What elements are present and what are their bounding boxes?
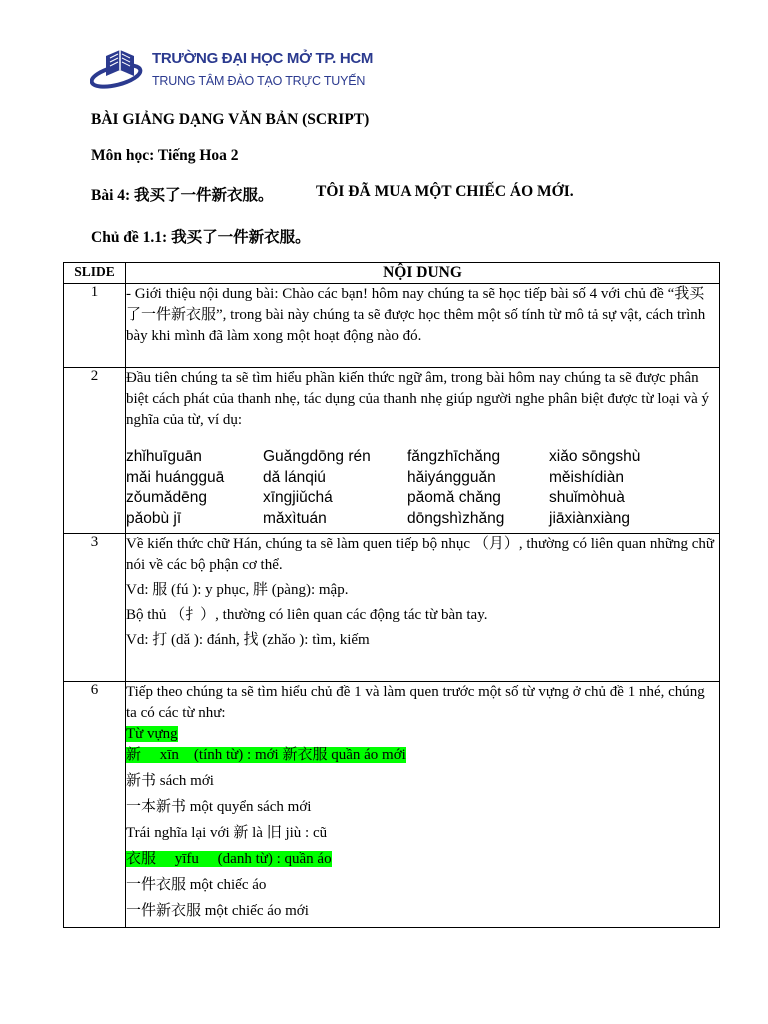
- pinyin-word: pǎomǎ chǎng: [407, 489, 501, 506]
- pinyin-word: zhǐhuīguān: [126, 448, 202, 465]
- content-line: 一本新书 một quyển sách mới: [126, 799, 312, 815]
- slide-content: [126, 534, 720, 682]
- content-line: Vd: 打 (dǎ ): đánh, 找 (zhǎo ): tìm, kiếm: [126, 632, 370, 648]
- table-row: [64, 368, 720, 534]
- content-line: Bộ thủ （扌）, thường có liên quan các động tác từ bàn tay.: [126, 607, 488, 623]
- vocab-item-xin: 新 xīn (tính từ) : mới 新衣服 quần áo mới: [126, 747, 406, 763]
- pinyin-word: Guǎngdōng rén: [263, 448, 371, 465]
- logo-center-name: TRUNG TÂM ĐÀO TẠO TRỰC TUYẾN: [152, 74, 366, 88]
- table-header-row: [64, 263, 720, 284]
- pinyin-examples: [126, 447, 719, 529]
- slide-content: [126, 682, 720, 928]
- document-title: BÀI GIẢNG DẠNG VĂN BẢN (SCRIPT): [91, 111, 370, 128]
- content-line: 一件新衣服 một chiếc áo mới: [126, 903, 309, 919]
- slide-number: 2: [64, 368, 126, 534]
- pinyin-word: měishídiàn: [549, 468, 624, 486]
- pinyin-word: zǒumǎdēng: [126, 489, 208, 506]
- pinyin-word: dǎ lánqiú: [263, 468, 326, 486]
- content-line: Về kiến thức chữ Hán, chúng ta sẽ làm quen tiếp bộ nhục （月）, thường có liên quan những chữ nói về các bộ phận cơ thể.: [126, 536, 715, 573]
- table-row: [64, 682, 720, 928]
- slide-content: - Giới thiệu nội dung bài: Chào các bạn! hôm nay chúng ta sẽ học tiếp bài số 4 với chủ đề “我买了一件新衣服”, trong bài này chúng ta sẽ được học thêm một số tính từ mô tả sự vật, cách trình bày khi mình đã làm xong một hoạt động nào đó.: [126, 284, 720, 368]
- table-row: [64, 284, 720, 368]
- content-line: Tiếp theo chúng ta sẽ tìm hiểu chủ đề 1 và làm quen trước một số từ vựng ở chủ đề 1 nhé, chúng ta có các từ như:: [126, 684, 705, 721]
- pinyin-word: shuǐmòhuà: [549, 489, 625, 506]
- pinyin-word: xiǎo sōngshù: [549, 448, 641, 465]
- content-line: 新书 sách mới: [126, 773, 214, 789]
- vocab-item-yifu: 衣服 yīfu (danh từ) : quần áo: [126, 851, 332, 867]
- slide-content: [126, 368, 720, 534]
- slide-number: 6: [64, 682, 126, 928]
- lesson-title-vn: TÔI ĐÃ MUA MỘT CHIẾC ÁO MỚI.: [316, 183, 574, 200]
- subject-line: Môn học: Tiếng Hoa 2: [91, 147, 239, 164]
- pinyin-word: dōngshìzhǎng: [407, 509, 505, 527]
- pinyin-word: mǎi huángguā: [126, 468, 225, 486]
- lesson-line: [91, 183, 574, 205]
- pinyin-word: xīngjiǔchá: [263, 489, 333, 506]
- lesson-label: Bài 4: 我买了一件新衣服。: [91, 187, 274, 204]
- table-row: [64, 534, 720, 682]
- university-logo: [90, 44, 374, 94]
- slide-number: 3: [64, 534, 126, 682]
- content-line: Trái nghĩa lại với 新 là 旧 jiù : cũ: [126, 825, 328, 841]
- slide-column-header: SLIDE: [64, 263, 126, 284]
- topic-line: Chủ đề 1.1: 我买了一件新衣服。: [91, 229, 311, 246]
- logo-university-name: TRƯỜNG ĐẠI HỌC MỞ TP. HCM: [152, 50, 374, 67]
- pinyin-word: jiāxiànxiàng: [549, 509, 630, 527]
- content-line: 一件衣服 một chiếc áo: [126, 877, 267, 893]
- content-column-header: NỘI DUNG: [126, 263, 720, 284]
- pinyin-word: hǎiyángguǎn: [407, 468, 496, 486]
- script-table: [63, 262, 720, 928]
- pinyin-word: mǎxìtuán: [263, 509, 327, 527]
- vocab-heading: Từ vựng: [126, 726, 178, 742]
- pinyin-word: fǎngzhīchǎng: [407, 448, 501, 465]
- slide-number: 1: [64, 284, 126, 368]
- content-line: Vd: 服 (fú ): y phục, 胖 (pàng): mập.: [126, 582, 349, 598]
- book-globe-icon: [90, 44, 150, 94]
- pinyin-word: pǎobù jī: [126, 509, 182, 527]
- phonetics-intro: Đầu tiên chúng ta sẽ tìm hiểu phần kiến thức ngữ âm, trong bài hôm nay chúng ta sẽ được phân biệt cách phát của thanh nhẹ, tác dụng của thanh nhẹ giúp người nghe phân biệt được từ loại và ý nghĩa của từ, ví dụ:: [126, 370, 709, 428]
